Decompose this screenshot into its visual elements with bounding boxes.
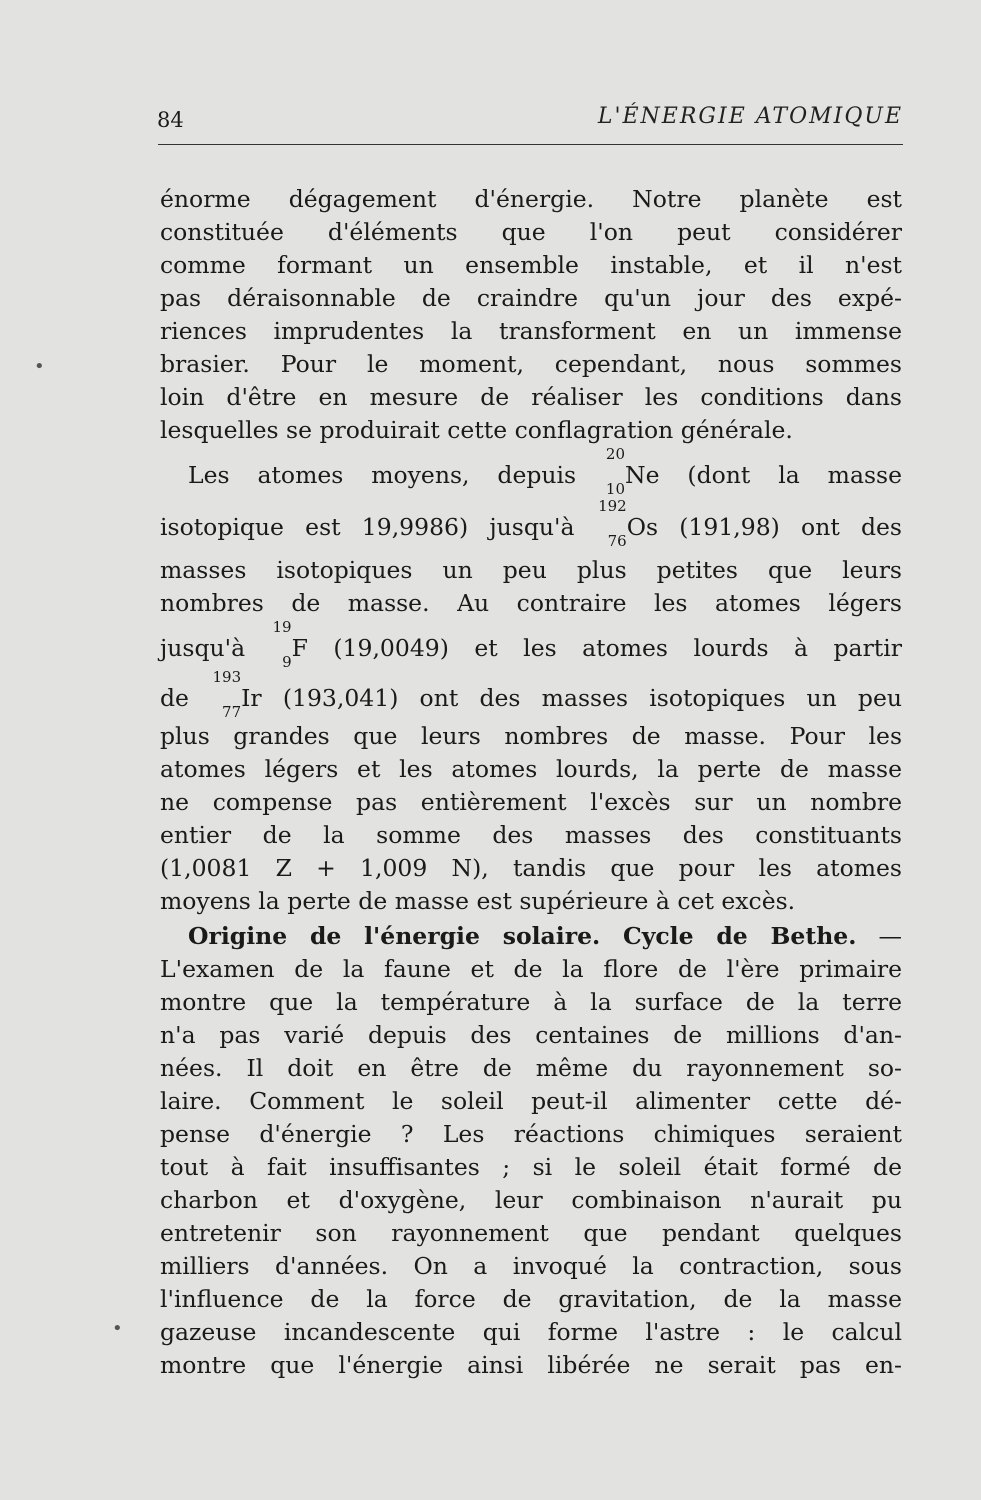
text-run: (dont la masse [659, 461, 902, 489]
text-line [160, 283, 902, 313]
margin-dot: • [34, 356, 45, 377]
atomic-number: 76 [607, 532, 627, 550]
text-run: (1,0081 Z + 1,009 N), tandis que pour les atomes [160, 854, 902, 882]
text-line [160, 853, 902, 883]
element-symbol: Os [626, 513, 659, 541]
text-line [160, 349, 902, 379]
text-run: pas déraisonnable de craindre qu'un jour des expé- [160, 284, 902, 312]
isotope-notation [272, 618, 308, 671]
text-run: moyens la perte de masse est supérieure à cet excès. [160, 887, 796, 915]
text-run: masses isotopiques un peu plus petites que leurs [160, 556, 902, 584]
text-run: loin d'être en mesure de réaliser les conditions dans [160, 383, 902, 411]
text-line [160, 415, 902, 445]
text-run: n'a pas varié depuis des centaines de millions d'an- [160, 1021, 902, 1049]
text-line [160, 1218, 902, 1248]
text-line [188, 921, 902, 951]
text-run: — [856, 922, 902, 950]
text-line [160, 250, 902, 280]
text-line [160, 588, 902, 618]
isotope-notation [605, 445, 660, 498]
text-line [160, 954, 902, 984]
isotope-notation [212, 668, 262, 721]
mass-number: 192 [598, 497, 627, 515]
header-rule [158, 144, 903, 145]
text-run: (191,98) ont des [658, 513, 902, 541]
isotope-notation [598, 497, 659, 550]
mass-number: 20 [605, 445, 626, 463]
text-run: de [160, 684, 211, 712]
text-line [160, 618, 902, 671]
text-run: jusqu'à [160, 634, 271, 662]
text-run: entier de la somme des masses des constituants [160, 821, 902, 849]
text-run: comme formant un ensemble instable, et il n'est [160, 251, 902, 279]
text-line [160, 217, 902, 247]
text-line [160, 1284, 902, 1314]
text-run: montre que la température à la surface de la terre [160, 988, 902, 1016]
text-line [160, 382, 902, 412]
text-line [160, 987, 902, 1017]
text-run: atomes légers et les atomes lourds, la perte de masse [160, 755, 902, 783]
text-line [160, 497, 902, 550]
page-number: 84 [157, 108, 184, 132]
text-line [160, 886, 902, 916]
text-run: charbon et d'oxygène, leur combinaison n'aurait pu [160, 1186, 902, 1214]
text-line [160, 787, 902, 817]
text-line [160, 316, 902, 346]
text-run: gazeuse incandescente qui forme l'astre : le calcul [160, 1318, 902, 1346]
text-run: ne compense pas entièrement l'excès sur un nombre [160, 788, 902, 816]
text-run: plus grandes que leurs nombres de masse. Pour les [160, 722, 902, 750]
text-line [160, 721, 902, 751]
text-run: l'influence de la force de gravitation, de la masse [160, 1285, 902, 1313]
text-line [160, 1152, 902, 1182]
text-run: milliers d'années. On a invoqué la contraction, sous [160, 1252, 902, 1280]
text-run: (19,0049) et les atomes lourds à partir [307, 634, 902, 662]
text-run: L'examen de la faune et de la flore de l'ère primaire [160, 955, 902, 983]
text-run: constituée d'éléments que l'on peut considérer [160, 218, 902, 246]
text-run: entretenir son rayonnement que pendant quelques [160, 1219, 902, 1247]
mass-number: 19 [272, 618, 292, 636]
text-line [188, 445, 902, 498]
running-title: L'ÉNERGIE ATOMIQUE [597, 104, 903, 129]
text-run: énorme dégagement d'énergie. Notre planète est [160, 185, 902, 213]
text-run: (193,041) ont des masses isotopiques un peu [261, 684, 902, 712]
text-run: pense d'énergie ? Les réactions chimiques seraient [160, 1120, 902, 1148]
text-run: lesquelles se produirait cette conflagration générale. [160, 416, 793, 444]
text-run: montre que l'énergie ainsi libérée ne serait pas en- [160, 1351, 902, 1379]
text-line [160, 184, 902, 214]
text-line [160, 668, 902, 721]
text-line [160, 754, 902, 784]
text-run: nombres de masse. Au contraire les atomes légers [160, 589, 902, 617]
text-line [160, 1251, 902, 1281]
element-symbol: Ir [241, 684, 262, 712]
text-run: brasier. Pour le moment, cependant, nous sommes [160, 350, 902, 378]
mass-number: 193 [212, 668, 242, 686]
text-line [160, 1119, 902, 1149]
text-run: nées. Il doit en être de même du rayonnement so- [160, 1054, 902, 1082]
text-line [160, 1350, 902, 1380]
margin-dot: • [112, 1318, 123, 1339]
text-run: tout à fait insuffisantes ; si le soleil était formé de [160, 1153, 902, 1181]
text-line [160, 1053, 902, 1083]
section-heading: Origine de l'énergie solaire. Cycle de Bethe. [188, 922, 857, 950]
atomic-number: 77 [222, 703, 242, 721]
element-symbol: Ne [625, 461, 660, 489]
text-run: laire. Comment le soleil peut-il alimenter cette dé- [160, 1087, 902, 1115]
text-line [160, 1086, 902, 1116]
text-line [160, 820, 902, 850]
text-line [160, 1317, 902, 1347]
text-line [160, 1020, 902, 1050]
text-run: riences imprudentes la transforment en un immense [160, 317, 902, 345]
element-symbol: F [291, 634, 308, 662]
atomic-number: 10 [605, 480, 626, 498]
text-run: Les atomes moyens, depuis [188, 461, 605, 489]
text-line [160, 555, 902, 585]
text-run: isotopique est 19,9986) jusqu'à [160, 513, 596, 541]
text-line [160, 1185, 902, 1215]
atomic-number: 9 [282, 653, 292, 671]
